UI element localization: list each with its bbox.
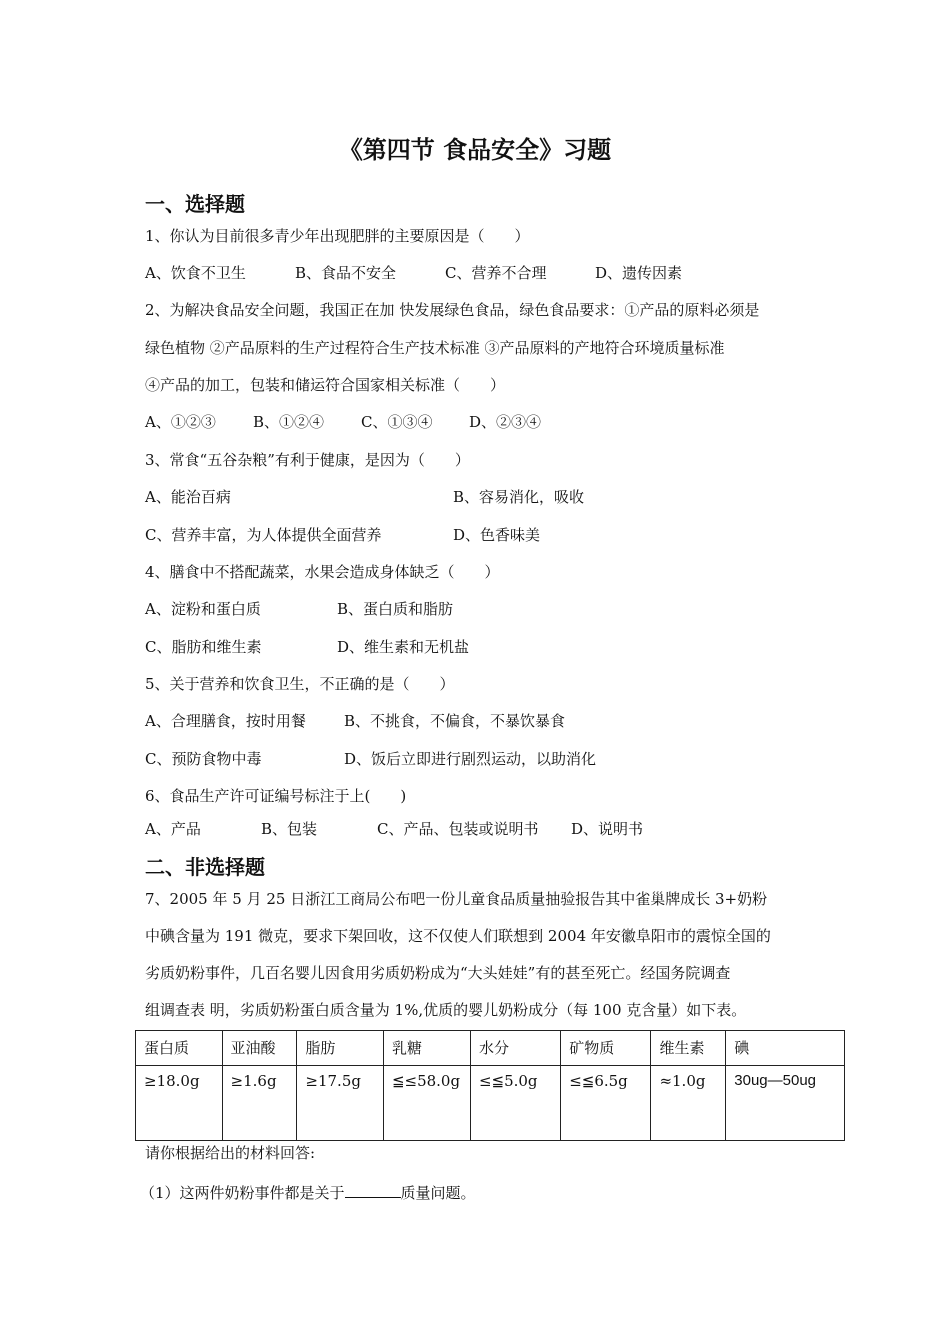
- question-3-stem: 3、常食“五谷杂粮”有利于健康，是因为（ ）: [145, 451, 470, 469]
- question-1-stem: 1、你认为目前很多青少年出现肥胖的主要原因是（ ）: [145, 227, 530, 245]
- option-d: D、说明书: [571, 820, 644, 838]
- table-cell: ≦≤58.0g: [383, 1066, 470, 1141]
- option-c: C、产品、包装或说明书: [377, 820, 539, 838]
- question-4-stem: 4、膳食中不搭配蔬菜，水果会造成身体缺乏（ ）: [145, 563, 500, 581]
- option-b: B、包装: [261, 820, 318, 838]
- question-2-line-3: ④产品的加工，包装和储运符合国家相关标准（ ）: [145, 376, 506, 394]
- table-header-cell: 维生素: [651, 1031, 726, 1066]
- question-7-line-4: 组调查表 明，劣质奶粉蛋白质含量为 1%,优质的婴儿奶粉成分（每 100 克含量）如下表。: [145, 1001, 747, 1019]
- option-b: B、容易消化，吸收: [453, 488, 585, 506]
- nutrition-table: [135, 1030, 845, 1141]
- table-cell: ≥18.0g: [136, 1066, 223, 1141]
- sub-question-1: [140, 1181, 810, 1203]
- option-b: B、食品不安全: [295, 264, 397, 282]
- table-header-cell: 乳糖: [383, 1031, 470, 1066]
- question-7-line-1: 7、2005 年 5 月 25 日浙江工商局公布吧一份儿童食品质量抽验报告其中雀巢牌成长 3+奶粉: [145, 890, 768, 908]
- table-header-cell: 水分: [470, 1031, 560, 1066]
- instruction-text: 请你根据给出的材料回答:: [145, 1144, 316, 1162]
- option-b: B、不挑食，不偏食，不暴饮暴食: [344, 712, 566, 730]
- table-cell: ≥17.5g: [297, 1066, 384, 1141]
- option-c: C、预防食物中毒: [145, 750, 262, 768]
- page-title: 《第四节 食品安全》习题: [338, 136, 612, 164]
- option-a: A、饮食不卫生: [145, 264, 246, 282]
- option-b: B、①②④: [253, 413, 325, 431]
- option-d: D、②③④: [469, 413, 542, 431]
- table-header-cell: 碘: [726, 1031, 845, 1066]
- option-c: C、①③④: [361, 413, 433, 431]
- option-c: C、营养丰富，为人体提供全面营养: [145, 526, 382, 544]
- sub-question-1-text: （1）这两件奶粉事件都是关于: [140, 1184, 345, 1202]
- option-c: C、营养不合理: [445, 264, 547, 282]
- option-a: A、合理膳食，按时用餐: [145, 712, 306, 730]
- table-header-cell: 蛋白质: [136, 1031, 223, 1066]
- table-header-cell: 脂肪: [297, 1031, 384, 1066]
- table-row: [136, 1066, 845, 1141]
- option-d: D、饭后立即进行剧烈运动，以助消化: [344, 750, 597, 768]
- option-d: D、维生素和无机盐: [337, 638, 470, 656]
- option-a: A、产品: [145, 820, 201, 838]
- table-cell: ≈1.0g: [651, 1066, 726, 1141]
- option-a: A、淀粉和蛋白质: [145, 600, 261, 618]
- option-a: A、能治百病: [145, 488, 231, 506]
- table-header-cell: 亚油酸: [222, 1031, 297, 1066]
- option-d: D、色香味美: [453, 526, 541, 544]
- table-cell: ≥1.6g: [222, 1066, 297, 1141]
- table-cell: 30ug—50ug: [726, 1066, 845, 1141]
- question-7-line-2: 中碘含量为 191 微克，要求下架回收，这不仅使人们联想到 2004 年安徽阜阳市的震惊全国的: [145, 927, 771, 945]
- question-7-line-3: 劣质奶粉事件，几百名婴儿因食用劣质奶粉成为“大头娃娃”有的甚至死亡。经国务院调查: [145, 964, 731, 982]
- question-6-stem: 6、食品生产许可证编号标注于上( ): [145, 787, 407, 805]
- question-5-stem: 5、关于营养和饮食卫生，不正确的是（ ）: [145, 675, 455, 693]
- option-d: D、遗传因素: [595, 264, 683, 282]
- answer-blank[interactable]: [345, 1181, 401, 1198]
- table-cell: ≤≦6.5g: [561, 1066, 651, 1141]
- option-a: A、①②③: [145, 413, 216, 431]
- sub-question-1-suffix: 质量问题。: [400, 1184, 476, 1202]
- table-header-cell: 矿物质: [561, 1031, 651, 1066]
- question-2-line-2: 绿色植物 ②产品原料的生产过程符合生产技术标准 ③产品原料的产地符合环境质量标准: [145, 339, 725, 357]
- table-header-row: [136, 1031, 845, 1066]
- option-c: C、脂肪和维生素: [145, 638, 262, 656]
- option-b: B、蛋白质和脂肪: [337, 600, 454, 618]
- section-heading-choice: 一、选择题: [145, 192, 245, 216]
- section-heading-non-choice: 二、非选择题: [145, 855, 265, 879]
- question-2-line-1: 2、为解决食品安全问题，我国正在加 快发展绿色食品，绿色食品要求：①产品的原料必须是: [145, 301, 760, 319]
- table-cell: ≤≦5.0g: [470, 1066, 560, 1141]
